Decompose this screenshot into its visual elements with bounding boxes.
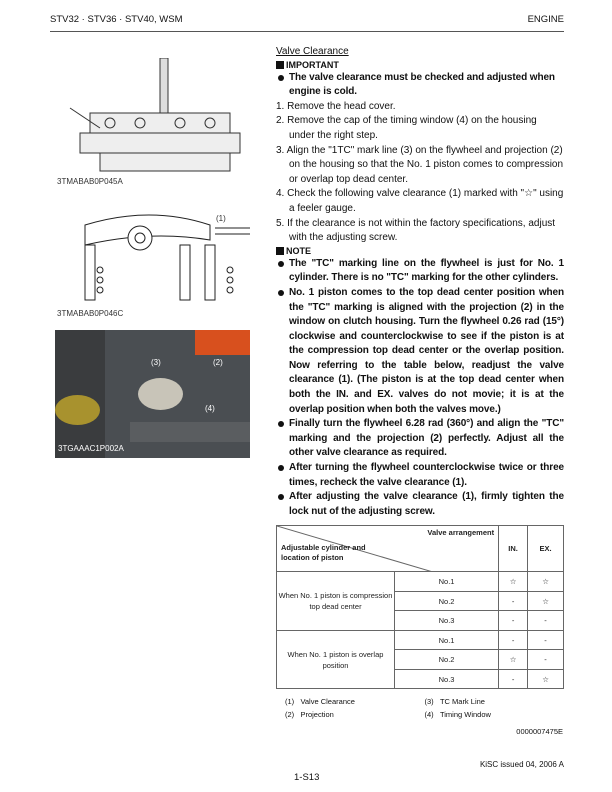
page-number: 1-S13 (294, 772, 320, 783)
important-item: The valve clearance must be checked and adjusted when engine is cold. (276, 71, 564, 100)
step-item: 2. Remove the cap of the timing window (4) on the housing under the right step. (276, 115, 537, 141)
legend-num: (2) (285, 710, 295, 720)
cylinder-cell: No.1 (395, 630, 499, 650)
note-item: The "TC" marking line on the flywheel is just for No. 1 cylinder. There is no "TC" marking for the other cylinders. (276, 257, 564, 286)
note-item: Finally turn the flywheel 6.28 rad (360°) and align the "TC" marking and the projection (2) perfectly. Adjust all the other valve clearance as required. (276, 417, 564, 461)
legend-text: Projection (300, 710, 334, 720)
section-title: Valve Clearance (276, 46, 349, 57)
in-cell: ☆ (499, 572, 528, 592)
ex-cell: - (528, 650, 564, 670)
legend-text: Timing Window (439, 710, 491, 720)
step-item: 5. If the clearance is not within the factory specifications, adjust with the adjusting screw. (276, 217, 556, 244)
note-item: After turning the flywheel counterclockwise twice or three times, recheck the valve clearance (1). (276, 461, 564, 490)
in-cell: - (499, 669, 528, 689)
note-item: After adjusting the valve clearance (1), firmly tighten the lock nut of the adjusting screw. (276, 490, 564, 519)
table-row (277, 630, 564, 650)
header-ex: EX. (528, 526, 564, 572)
timing-window-photo (55, 330, 250, 458)
group-label: When No. 1 piston is overlap position (277, 630, 395, 689)
valve-arrangement-table (276, 525, 564, 689)
legend-num: (1) (285, 697, 295, 707)
ex-cell: - (528, 630, 564, 650)
in-cell: - (499, 611, 528, 631)
legend-num: (3) (424, 697, 434, 707)
header-rule (50, 31, 564, 32)
header-cylinder: Adjustable cylinder and location of piston (281, 543, 366, 563)
cylinder-cell: No.2 (395, 591, 499, 611)
issued-note: KiSC issued 04, 2006 A (479, 760, 564, 769)
step-item: 3. Align the "1TC" mark line (3) on the flywheel and projection (2) on the housing so that the No. 1 piston comes to compression or overlap top dead center. (276, 144, 564, 185)
note-label: NOTE (286, 245, 312, 256)
in-cell: ☆ (499, 650, 528, 670)
table-row (277, 572, 564, 592)
legend-num: (4) (424, 710, 434, 720)
callout-4: (4) (205, 404, 215, 413)
in-cell: - (499, 630, 528, 650)
ex-cell: ☆ (528, 591, 564, 611)
cylinder-cell: No.1 (395, 572, 499, 592)
cylinder-cell: No.3 (395, 611, 499, 631)
legend (276, 695, 564, 721)
header-model: STV32 · STV36 · STV40, WSM (50, 14, 183, 25)
document-code: 0000007475E (516, 727, 563, 737)
cylinder-head-figure (60, 58, 250, 173)
cylinder-cell: No.3 (395, 669, 499, 689)
note-item: No. 1 piston comes to the top dead center position when the "TC" marking is aligned with the projection (2) in the window on clutch housing. Turn the flywheel 0.26 rad (15°) clockwise and counterclockwise to see if the piston is at the compression top dead center or the overlap position. Now referring to the table below, readjust the valve clearance (1). (The piston is at the top dead center when both the IN. and EX. valves do not movie; it is at the overlap position when both the valves move.) (276, 286, 564, 417)
callout-1: (1) (216, 214, 226, 223)
in-cell: - (499, 591, 528, 611)
header-valve-arrangement: Valve arrangement (427, 528, 495, 538)
legend-text: TC Mark Line (439, 697, 485, 707)
important-marker-icon (276, 61, 284, 69)
group-label: When No. 1 piston is compression top dead center (277, 572, 395, 631)
figure-caption: 3TGAAAC1P002A (58, 444, 124, 453)
callout-2: (2) (213, 358, 223, 367)
legend-text: Valve Clearance (300, 697, 355, 707)
cylinder-cell: No.2 (395, 650, 499, 670)
procedure-text (276, 45, 564, 738)
note-marker-icon (276, 247, 284, 255)
step-item: 4. Check the following valve clearance (1) marked with "☆" using a feeler gauge. (276, 188, 564, 214)
ex-cell: - (528, 611, 564, 631)
important-label: IMPORTANT (286, 59, 339, 70)
figure-caption: 3TMABAB0P045A (57, 177, 123, 186)
ex-cell: ☆ (528, 572, 564, 592)
figure-caption: 3TMABAB0P046C (57, 309, 124, 318)
step-item: 1. Remove the head cover. (276, 100, 396, 112)
ex-cell: ☆ (528, 669, 564, 689)
header-section: ENGINE (527, 14, 564, 25)
header-in: IN. (499, 526, 528, 572)
callout-3: (3) (151, 358, 161, 367)
